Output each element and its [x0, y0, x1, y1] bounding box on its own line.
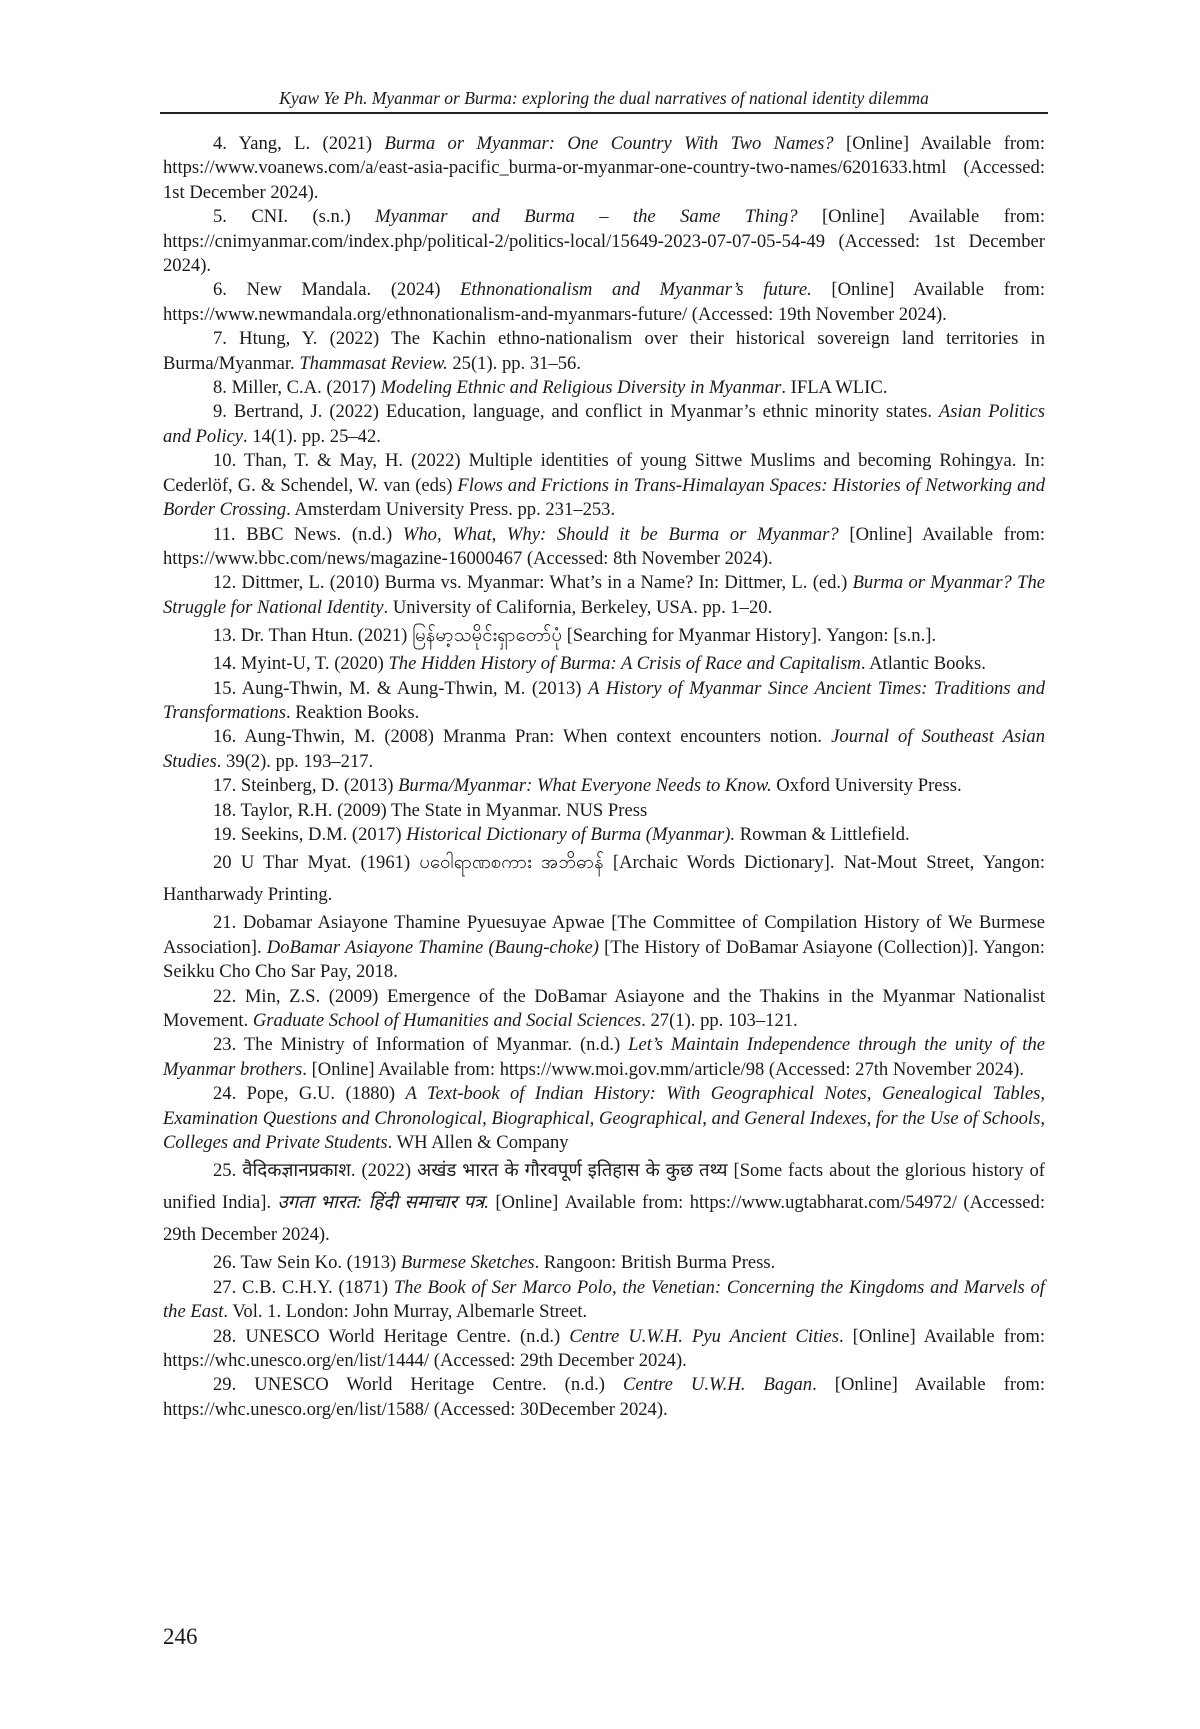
reference-item: 24. Pope, G.U. (1880) A Text-book of Indian History: With Geographical Notes, Genealogical Tables, Examination Questions and Chronological, Biographical, Geographical, and General Indexes, for the Use of Schools, Colleges and Private Students. WH Allen & Company: [163, 1083, 1045, 1154]
header-rule: [160, 112, 1048, 114]
reference-item: 18. Taylor, R.H. (2009) The State in Myanmar. NUS Press: [213, 799, 648, 821]
reference-item: 23. The Ministry of Information of Myanmar. (n.d.) Let’s Maintain Independence through the unity of the Myanmar brothers. [Online] Available from: https://www.moi.gov.mm/article/98 (Accessed: 27th November 2024).: [163, 1034, 1045, 1080]
reference-item: 25. वैदिकज्ञानप्रकाश. (2022) अखंड भारत के गौरवपूर्ण इतिहास के कुछ तथ्य [Some facts about the glorious history of unified India]. उगता भारत: हिंदी समाचार पत्र. [Online] Available from: https://www.ugtabharat.com/54972/ (Accessed: 29th December 2024).: [163, 1160, 1045, 1246]
reference-item: 27. C.B. C.H.Y. (1871) The Book of Ser Marco Polo, the Venetian: Concerning the Kingdoms and Marvels of the East. Vol. 1. London: John Murray, Albemarle Street.: [163, 1276, 1045, 1323]
reference-item: 16. Aung-Thwin, M. (2008) Mranma Pran: When context encounters notion. Journal of Southeast Asian Studies. 39(2). pp. 193–217.: [163, 726, 1045, 772]
reference-item: 17. Steinberg, D. (2013) Burma/Myanmar: What Everyone Needs to Know. Oxford University Press.: [213, 775, 962, 797]
reference-item: 4. Yang, L. (2021) Burma or Myanmar: One Country With Two Names? [Online] Available from: https://www.voanews.com/a/east-asia-pacific_burma-or-myanmar-one-country-two-names/6201633.html (Accessed: 1st December 2024).: [163, 133, 1045, 203]
reference-item: 15. Aung-Thwin, M. & Aung-Thwin, M. (2013) A History of Myanmar Since Ancient Times: Traditions and Transformations. Reaktion Books.: [163, 677, 1045, 723]
reference-item: 6. New Mandala. (2024) Ethnonationalism and Myanmar’s future. [Online] Available from: https://www.newmandala.org/ethnonationalism-and-myanmars-future/ (Accessed: 19th November 2024).: [163, 279, 1046, 325]
reference-item: 19. Seekins, D.M. (2017) Historical Dictionary of Burma (Myanmar). Rowman & Littlefield.: [213, 823, 910, 845]
page-number: 246: [163, 1624, 198, 1649]
running-head-title: Kyaw Ye Ph. Myanmar or Burma: exploring the dual narratives of national identity dilemma: [279, 88, 929, 108]
reference-item: 26. Taw Sein Ko. (1913) Burmese Sketches. Rangoon: British Burma Press.: [213, 1252, 776, 1274]
reference-item: 11. BBC News. (n.d.) Who, What, Why: Should it be Burma or Myanmar? [Online] Available from: https://www.bbc.com/news/magazine-16000467 (Accessed: 8th November 2024).: [163, 523, 1045, 569]
reference-item: 29. UNESCO World Heritage Centre. (n.d.) Centre U.W.H. Bagan. [Online] Available from: https://whc.unesco.org/en/list/1588/ (Accessed: 30December 2024).: [163, 1374, 1046, 1420]
reference-item: 10. Than, T. & May, H. (2022) Multiple identities of young Sittwe Muslims and becoming Rohingya. In: Cederlöf, G. & Schendel, W. van (eds) Flows and Frictions in Trans-Himalayan Spaces: Histories of Networking and Border Crossing. Amsterdam University Press. pp. 231–253.: [163, 450, 1045, 521]
reference-item: 22. Min, Z.S. (2009) Emergence of the DoBamar Asiayone and the Thakins in the Myanmar Nationalist Movement. Graduate School of Humanities and Social Sciences. 27(1). pp. 103–121.: [163, 985, 1045, 1031]
reference-item: 14. Myint-U, T. (2020) The Hidden History of Burma: A Crisis of Race and Capitalism. Atlantic Books.: [213, 653, 986, 675]
reference-item: 28. UNESCO World Heritage Centre. (n.d.) Centre U.W.H. Pyu Ancient Cities. [Online] Available from: https://whc.unesco.org/en/list/1444/ (Accessed: 29th December 2024).: [163, 1325, 1046, 1372]
reference-item: 8. Miller, C.A. (2017) Modeling Ethnic and Religious Diversity in Myanmar. IFLA WLIC.: [213, 377, 888, 399]
reference-item: 12. Dittmer, L. (2010) Burma vs. Myanmar: What’s in a Name? In: Dittmer, L. (ed.) Burma or Myanmar? The Struggle for National Identity. University of California, Berkeley, USA. pp. 1–20.: [163, 572, 1046, 618]
reference-item: 9. Bertrand, J. (2022) Education, language, and conflict in Myanmar’s ethnic minority states. Asian Politics and Policy. 14(1). pp. 25–42.: [163, 401, 1045, 447]
reference-list: [163, 132, 1045, 1422]
reference-item: 13. Dr. Than Htun. (2021) မြန်မာ့သမိုင်းရှာတော်ပုံ [Searching for Myanmar History]. Yangon: [s.n.].: [213, 625, 937, 647]
reference-item: 7. Htung, Y. (2022) The Kachin ethno-nationalism over their historical sovereign land territories in Burma/Myanmar. Thammasat Review. 25(1). pp. 31–56.: [163, 328, 1045, 374]
reference-item: 5. CNI. (s.n.) Myanmar and Burma – the Same Thing? [Online] Available from: https://cnimyanmar.com/index.php/political-2/politics-local/15649-2023-07-07-05-54-49 (Accessed: 1st December 2024).: [163, 206, 1045, 277]
reference-item: 20 U Thar Myat. (1961) ပဝေါရာဏစကား အဘိဓာန် [Archaic Words Dictionary]. Nat-Mout Street, Yangon: Hantharwady Printing.: [163, 852, 1045, 906]
reference-item: 21. Dobamar Asiayone Thamine Pyuesuyae Apwae [The Committee of Compilation History of We Burmese Association]. DoBamar Asiayone Thamine (Baung-choke) [The History of DoBamar Asiayone (Collection)]. Yangon: Seikku Cho Cho Sar Pay, 2018.: [163, 912, 1045, 983]
